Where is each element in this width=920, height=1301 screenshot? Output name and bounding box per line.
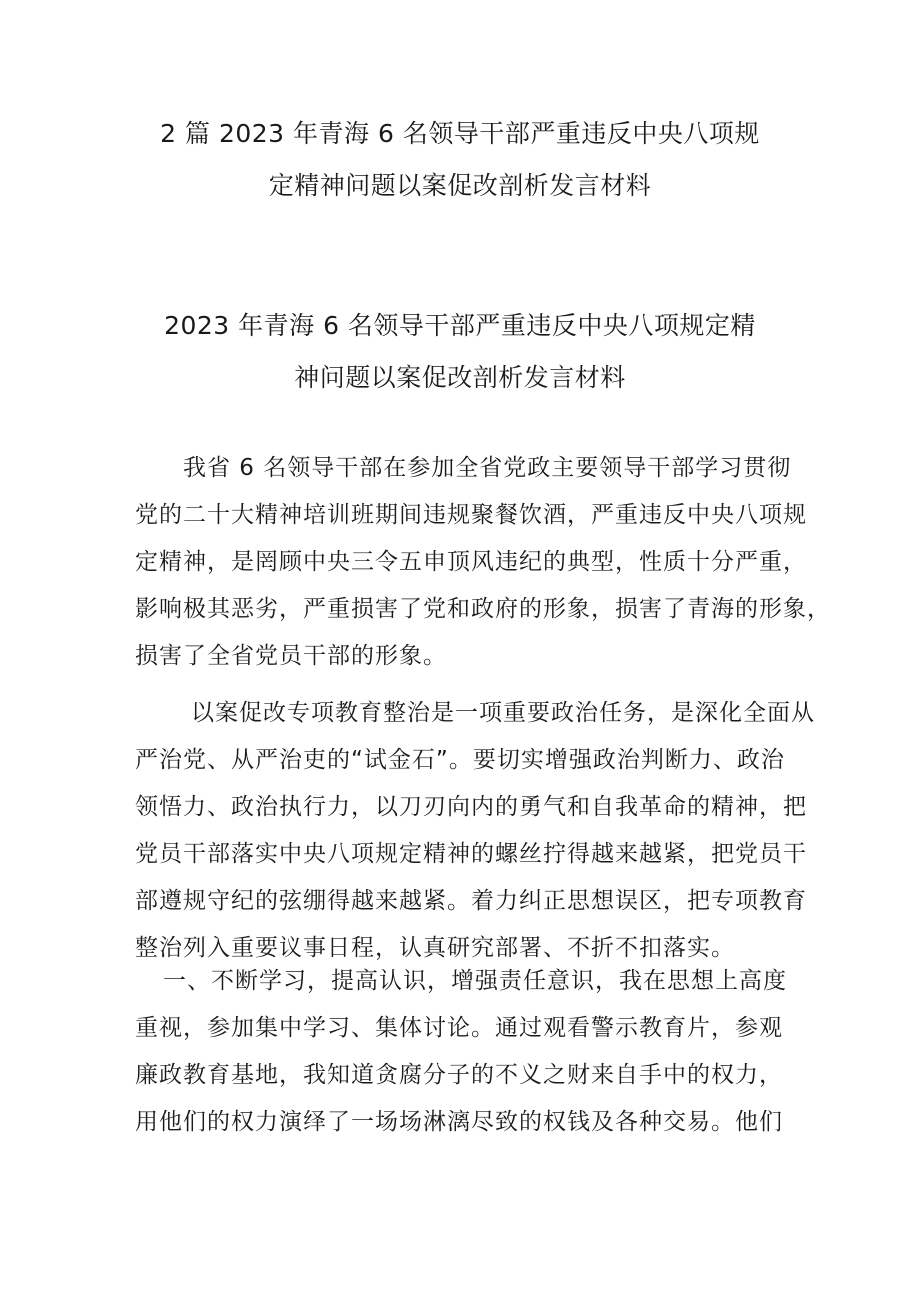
- paragraph-line: 党的二十大精神培训班期间违规聚餐饮酒，严重违反中央八项规: [135, 502, 807, 528]
- heading-line: 2023 年青海 6 名领导干部严重违反中央八项规定精: [164, 311, 756, 340]
- paragraph-line: 影响极其恶劣，严重损害了党和政府的形象，损害了青海的形象，: [135, 596, 831, 622]
- paragraph-line: 党员干部落实中央八项规定精神的螺丝拧得越来越紧，把党员干: [135, 841, 807, 867]
- paragraph-line: 领悟力、政治执行力，以刀刃向内的勇气和自我革命的精神，把: [135, 794, 807, 820]
- title-line: 2 篇 2023 年青海 6 名领导干部严重违反中央八项规: [160, 119, 760, 148]
- paragraph: [135, 445, 831, 680]
- paragraph-line: 用他们的权力演绎了一场场淋漓尽致的权钱及各种交易。他们: [135, 1109, 783, 1135]
- paragraph-line: 重视，参加集中学习、集体讨论。通过观看警示教育片，参观: [135, 1015, 783, 1041]
- title-line: 定精神问题以案促改剖析发言材料: [268, 171, 652, 200]
- document-title: [0, 108, 920, 212]
- paragraph-line: 一、不断学习，提高认识，增强责任意识，我在思想上高度: [163, 968, 787, 994]
- paragraph: [135, 958, 795, 1146]
- paragraph-line: 部遵规守纪的弦绷得越来越紧。着力纠正思想误区，把专项教育: [135, 888, 807, 914]
- paragraph-line: 严治党、从严治吏的“试金石”。要切实增强政治判断力、政治: [135, 747, 785, 773]
- paragraph-line: 廉政教育基地，我知道贪腐分子的不义之财来自手中的权力，: [135, 1062, 783, 1088]
- paragraph-line: 以案促改专项教育整治是一项重要政治任务，是深化全面从: [191, 700, 815, 726]
- paragraph-line: 整治列入重要议事日程，认真研究部署、不折不扣落实。: [135, 935, 735, 961]
- paragraph: [135, 690, 815, 972]
- paragraph-line: 损害了全省党员干部的形象。: [135, 643, 447, 669]
- heading-line: 神问题以案促改剖析发言材料: [294, 363, 626, 392]
- paragraph-line: 我省 6 名领导干部在参加全省党政主要领导干部学习贯彻: [183, 455, 792, 481]
- paragraph-line: 定精神，是罔顾中央三令五申顶风违纪的典型，性质十分严重，: [135, 549, 807, 575]
- section-heading: [0, 300, 920, 404]
